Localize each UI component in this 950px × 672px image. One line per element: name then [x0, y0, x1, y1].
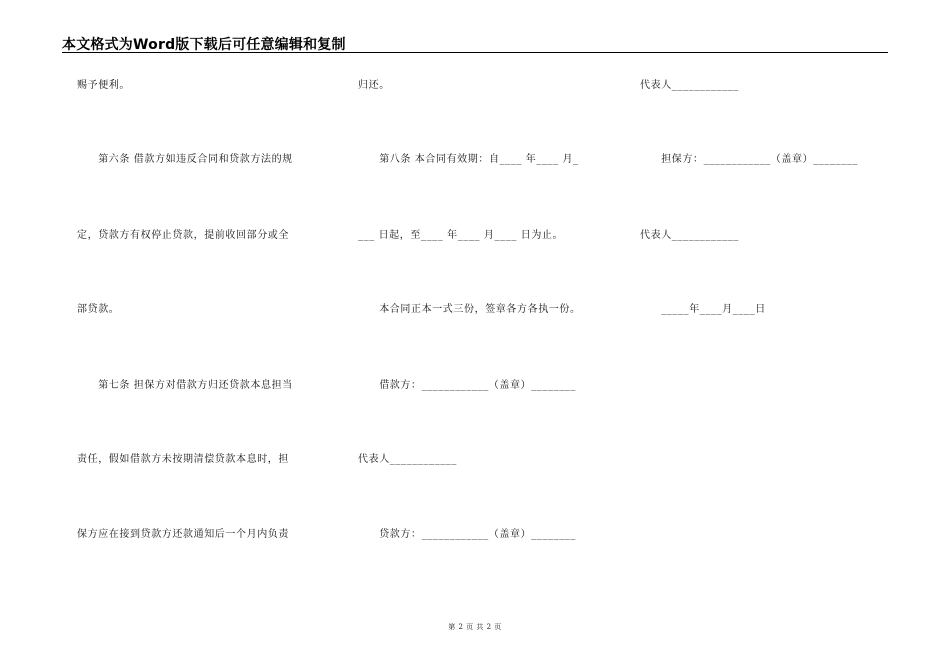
text-line: 第七条 担保方对借款方归还贷款本息担当	[77, 380, 293, 391]
text-line: 担保方：____________（盖章）________	[640, 154, 858, 165]
text-line: 责任，假如借款方未按期清偿贷款本息时，担	[77, 454, 289, 465]
text-line: 定，贷款方有权停止贷款，提前收回部分或全	[77, 230, 289, 241]
text-line: 第八条 本合同有效期：自____ 年____ 月_	[358, 154, 579, 165]
text-line: 保方应在接到贷款方还款通知后一个月内负责	[77, 529, 289, 540]
text-line: 代表人____________	[640, 230, 739, 241]
text-line: 代表人____________	[640, 80, 739, 91]
text-line: 本合同正本一式三份，签章各方各执一份。	[358, 304, 581, 315]
document-header-title: 本文格式为Word版下载后可任意编辑和复制	[62, 37, 346, 53]
text-line: 归还。	[358, 80, 390, 91]
text-line: 代表人____________	[358, 454, 457, 465]
text-line: 赐予便利。	[77, 80, 130, 91]
header-divider	[62, 52, 888, 53]
page-number-footer: 第 2 页 共 2 页	[448, 623, 502, 631]
text-line: 第六条 借款方如违反合同和贷款方法的规	[77, 154, 293, 165]
text-line: 部贷款。	[77, 304, 120, 315]
text-line: 贷款方：____________（盖章）________	[358, 529, 576, 540]
text-line: _____年____月____日	[640, 304, 766, 315]
text-line: ___ 日起，至____ 年____ 月____ 日为止。	[358, 230, 564, 241]
text-line: 借款方：____________（盖章）________	[358, 380, 576, 391]
